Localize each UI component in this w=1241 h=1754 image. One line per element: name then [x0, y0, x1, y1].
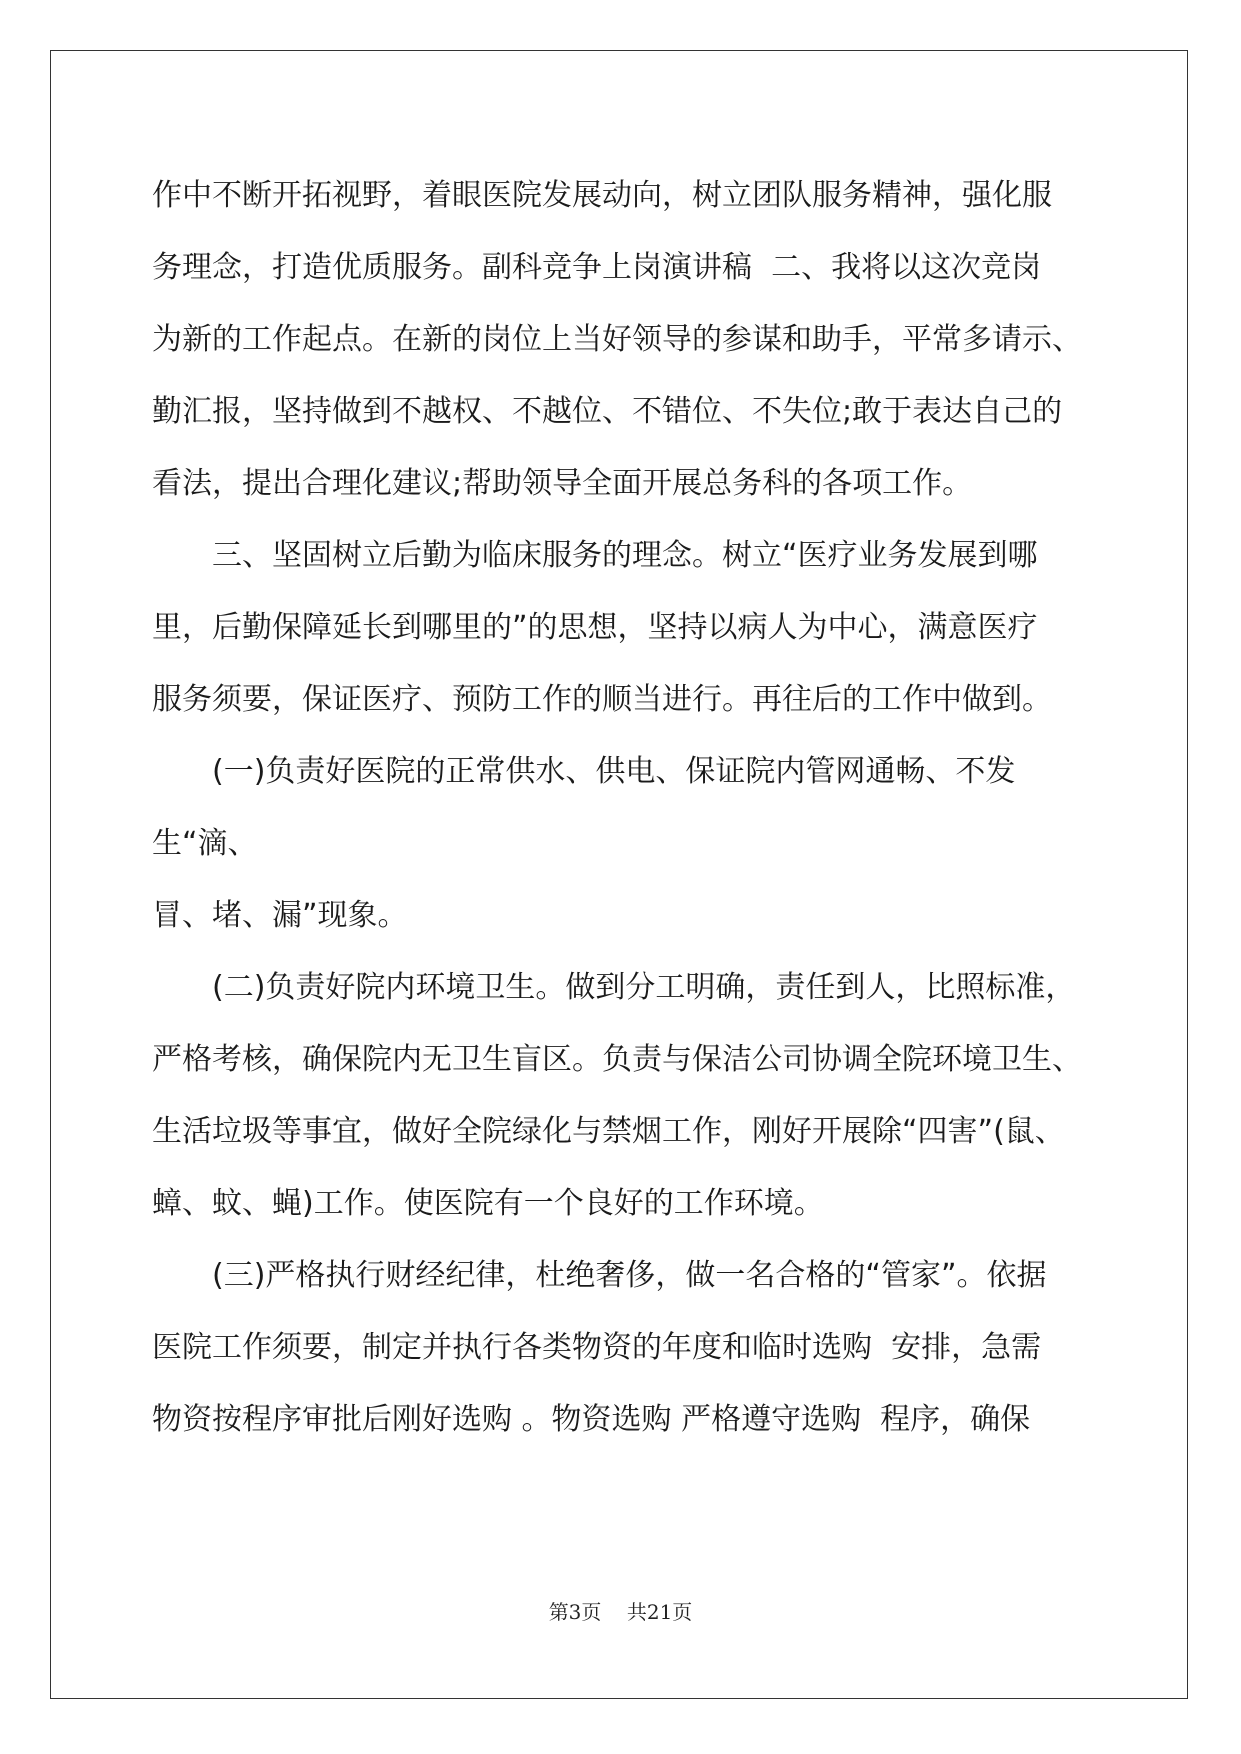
text-line: (一)负责好医院的正常供水、供电、保证院内管网通畅、不发生“滴、: [152, 754, 1016, 861]
text-line: 冒、堵、漏”现象。: [152, 898, 408, 933]
text-line: 三、坚固树立后勤为临床服务的理念。树立“医疗业务发展到哪: [212, 538, 1038, 573]
text-line: 勤汇报，坚持做到不越权、不越位、不错位、不失位;敢于表达自己的: [152, 394, 1063, 429]
text-line: 务理念，打造优质服务。副科竞争上岗演讲稿 二、我将以这次竞岗: [152, 250, 1042, 285]
text-line: 为新的工作起点。在新的岗位上当好领导的参谋和助手，平常多请示、: [152, 322, 1082, 357]
page-number: 第3页: [548, 1600, 602, 1624]
text-line: 作中不断开拓视野，着眼医院发展动向，树立团队服务精神，强化服: [152, 178, 1052, 213]
paragraph-2: [152, 520, 1092, 736]
text-line: 物资按程序审批后刚好选购 。物资选购 严格遵守选购 程序，确保: [152, 1402, 1031, 1437]
paragraph-1: [152, 160, 1092, 520]
paragraph-4: [152, 952, 1092, 1240]
text-line: (三)严格执行财经纪律，杜绝奢侈，做一名合格的“管家”。依据: [212, 1258, 1047, 1293]
text-line: 严格考核，确保院内无卫生盲区。负责与保洁公司协调全院环境卫生、: [152, 1042, 1082, 1077]
paragraph-5: [152, 1240, 1092, 1456]
paragraph-3: [152, 736, 1092, 952]
text-line: 蟑、蚊、蝇)工作。使医院有一个良好的工作环境。: [152, 1186, 824, 1221]
text-line: 生活垃圾等事宜，做好全院绿化与禁烟工作，刚好开展除“四害”(鼠、: [152, 1114, 1065, 1149]
text-line: 服务须要，保证医疗、预防工作的顺当进行。再往后的工作中做到。: [152, 682, 1052, 717]
text-line: 看法，提出合理化建议;帮助领导全面开展总务科的各项工作。: [152, 466, 973, 501]
text-line: 里，后勤保障延长到哪里的”的思想，坚持以病人为中心，满意医疗: [152, 610, 1038, 645]
text-line: 医院工作须要，制定并执行各类物资的年度和临时选购 安排，急需: [152, 1330, 1042, 1365]
page-total: 共21页: [626, 1600, 693, 1624]
page-footer: [0, 1596, 1241, 1625]
document-body: [152, 160, 1092, 1456]
text-line: (二)负责好院内环境卫生。做到分工明确，责任到人，比照标准，: [212, 970, 1076, 1005]
